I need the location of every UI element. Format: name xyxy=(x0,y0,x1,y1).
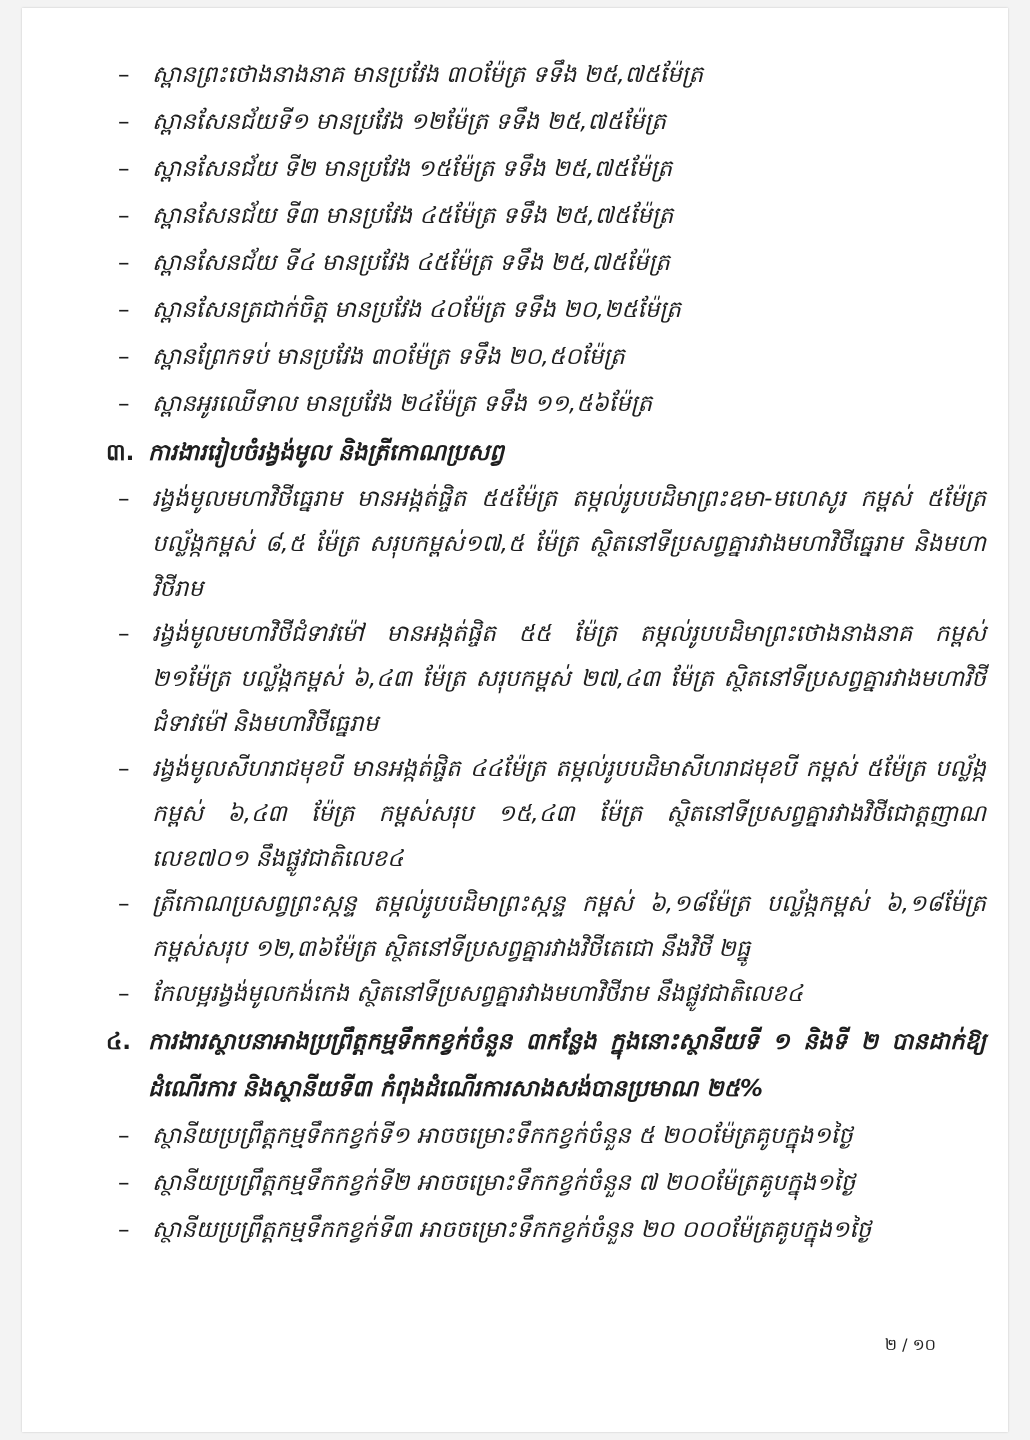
list-item xyxy=(106,381,986,428)
section-number: ៤. xyxy=(106,1029,132,1055)
bullet-dash: – xyxy=(118,1217,130,1243)
list-item xyxy=(106,287,986,334)
list-item-text: ស្ថានីយប្រព្រឹត្តកម្មទឹកកខ្វក់ទី៣ អាចចម្រោះទឹកកខ្វក់ចំនួន ២០ ០០០ម៉ែត្រគូបក្នុង១ថ្ងៃ xyxy=(152,1217,872,1243)
list-item-text: ស្ថានីយប្រព្រឹត្តកម្មទឹកកខ្វក់ទី១ អាចចម្រោះទឹកកខ្វក់ចំនួន ៥ ២០០ម៉ែត្រគូបក្នុង១ថ្ងៃ xyxy=(152,1123,853,1149)
list-item-text: ស្ពានសែនជ័យ ទី៣ មានប្រវែង ៤៥ម៉ែត្រ ទទឹង ២៥,៧៥ម៉ែត្រ xyxy=(152,203,674,229)
bullet-dash: – xyxy=(118,344,130,370)
list-item xyxy=(106,882,986,972)
bullet-dash: – xyxy=(118,756,130,782)
list-item-text: ស្ពានសែនជ័យទី១ មានប្រវែង ១២ម៉ែត្រ ទទឹង ២៥,៧៥ម៉ែត្រ xyxy=(152,109,666,135)
list-item xyxy=(106,193,986,240)
bullet-dash: – xyxy=(118,62,130,88)
list-item-text: កែលម្អរង្វង់មូលកង់កេង ស្ថិតនៅទីប្រសព្វគ្នារវាងមហាវិថីរាម នឹងផ្លូវជាតិលេខ៤ xyxy=(152,981,803,1007)
treatment-station-list xyxy=(106,1113,986,1254)
section-title: ការងាររៀបចំរង្វង់មូល និងត្រីកោណប្រសព្វ xyxy=(148,440,504,466)
bullet-dash: – xyxy=(118,156,130,182)
bullet-dash: – xyxy=(118,621,130,647)
bullet-dash: – xyxy=(118,250,130,276)
list-item xyxy=(106,612,986,747)
bullet-dash: – xyxy=(118,109,130,135)
page-content xyxy=(106,52,986,1254)
list-item xyxy=(106,146,986,193)
list-item xyxy=(106,334,986,381)
list-item-text: ស្ពានសែនជ័យ ទី២ មានប្រវែង ១៥ម៉ែត្រ ទទឹង ២៥,៧៥ម៉ែត្រ xyxy=(152,156,673,182)
list-item xyxy=(106,1113,986,1160)
section-number: ៣. xyxy=(106,440,135,466)
bullet-dash: – xyxy=(118,486,130,512)
list-item-text: រង្វង់មូលមហាវិថីជំទាវម៉ៅ មានអង្កត់ផ្ចិត ៥៥ ម៉ែត្រ តម្កល់រូបបដិមាព្រះថោងនាងនាគ កម្ពស់ ២១ម៉ែត្រ បល្ល័ង្កកម្ពស់ ៦,៤៣ ម៉ែត្រ សរុបកម្ពស់ ២៧,៤៣ ម៉ែត្រ ស្ថិតនៅទីប្រសព្វគ្នារវាងមហាវិថីជំទាវម៉ៅ និងមហាវិថីធ្នេរាម xyxy=(152,621,986,737)
list-item-text: ត្រីកោណប្រសព្វព្រះស្កន្ទ តម្កល់រូបបដិមាព្រះស្កន្ទ កម្ពស់ ៦,១៨ម៉ែត្រ បល្ល័ង្កកម្ពស់ ៦,១៨ម៉ែត្រ កម្ពស់សរុប ១២,៣៦ម៉ែត្រ ស្ថិតនៅទីប្រសព្វគ្នារវាងវិថីតេជោ នឹងវិថី ២ធ្នូ xyxy=(152,891,986,962)
section-heading-3 xyxy=(106,430,986,477)
section-title: ការងារស្ថាបនាអាងប្រព្រឹត្តកម្មទឹកកខ្វក់ចំនួន ៣កន្លែង ក្នុងនោះស្ថានីយទី ១ និងទី ២ បានដាក់ឱ្យដំណើរការ និងស្ថានីយទី៣ កំពុងដំណើរការសាងសង់បានប្រមាណ ២៥% xyxy=(148,1029,986,1102)
list-item-text: ស្ថានីយប្រព្រឹត្តកម្មទឹកកខ្វក់ទី២ អាចចម្រោះទឹកកខ្វក់ចំនួន ៧ ២០០ម៉ែត្រគូបក្នុង១ថ្ងៃ xyxy=(152,1170,856,1196)
bridge-list xyxy=(106,52,986,428)
list-item-text: រង្វង់មូលសីហរាជមុខបី មានអង្កត់ផ្ចិត ៤៤ម៉ែត្រ តម្កល់រូបបដិមាសីហរាជមុខបី កម្ពស់ ៥ម៉ែត្រ បល្ល័ង្កកម្ពស់ ៦,៤៣ ម៉ែត្រ កម្ពស់សរុប ១៥,៤៣ ម៉ែត្រ ស្ថិតនៅទីប្រសព្វគ្នារវាងវិថីជោត្តញាណ លេខ៧០១ នឹងផ្លូវជាតិលេខ៤ xyxy=(152,756,986,872)
roundabout-list xyxy=(106,477,986,1017)
document-page xyxy=(22,8,1008,1432)
bullet-dash: – xyxy=(118,1123,130,1149)
list-item xyxy=(106,240,986,287)
list-item-text: ស្ពានសែនត្រជាក់ចិត្ត មានប្រវែង ៤០ម៉ែត្រ ទទឹង ២០,២៥ម៉ែត្រ xyxy=(152,297,681,323)
bullet-dash: – xyxy=(118,981,130,1007)
bullet-dash: – xyxy=(118,1170,130,1196)
list-item xyxy=(106,52,986,99)
bullet-dash: – xyxy=(118,297,130,323)
list-item xyxy=(106,747,986,882)
list-item xyxy=(106,972,986,1017)
bullet-dash: – xyxy=(118,891,130,917)
list-item xyxy=(106,477,986,612)
list-item xyxy=(106,1207,986,1254)
list-item-text: ស្ពានសែនជ័យ ទី៤ មានប្រវែង ៤៥ម៉ែត្រ ទទឹង ២៥,៧៥ម៉ែត្រ xyxy=(152,250,670,276)
list-item-text: រង្វង់មូលមហាវិថីធ្នេរាម មានអង្កត់ផ្ចិត ៥៥ម៉ែត្រ តម្កល់រូបបដិមាព្រះឧមា-មហេសូរ កម្ពស់ ៥ម៉ែត្រ បល្ល័ង្កកម្ពស់ ៨,៥ ម៉ែត្រ សរុបកម្ពស់១៧,៥ ម៉ែត្រ ស្ថិតនៅទីប្រសព្វគ្នារវាងមហាវិថីធ្នេរាម និងមហាវិថីរាម xyxy=(152,486,986,602)
list-item-text: ស្ពានព្រែកទប់ មានប្រវែង ៣០ម៉ែត្រ ទទឹង ២០,៥០ម៉ែត្រ xyxy=(152,344,625,370)
list-item-text: ស្ពានអូរឈើទាល មានប្រវែង ២៤ម៉ែត្រ ទទឹង ១១,៥៦ម៉ែត្រ xyxy=(152,391,653,417)
section-heading-4 xyxy=(106,1019,986,1113)
list-item xyxy=(106,1160,986,1207)
bullet-dash: – xyxy=(118,391,130,417)
list-item xyxy=(106,99,986,146)
list-item-text: ស្ពានព្រះថោងនាងនាគ មានប្រវែង ៣០ម៉ែត្រ ទទឹង ២៥,៧៥ម៉ែត្រ xyxy=(152,62,704,88)
page-number: ២ / ១០ xyxy=(884,1335,936,1354)
bullet-dash: – xyxy=(118,203,130,229)
